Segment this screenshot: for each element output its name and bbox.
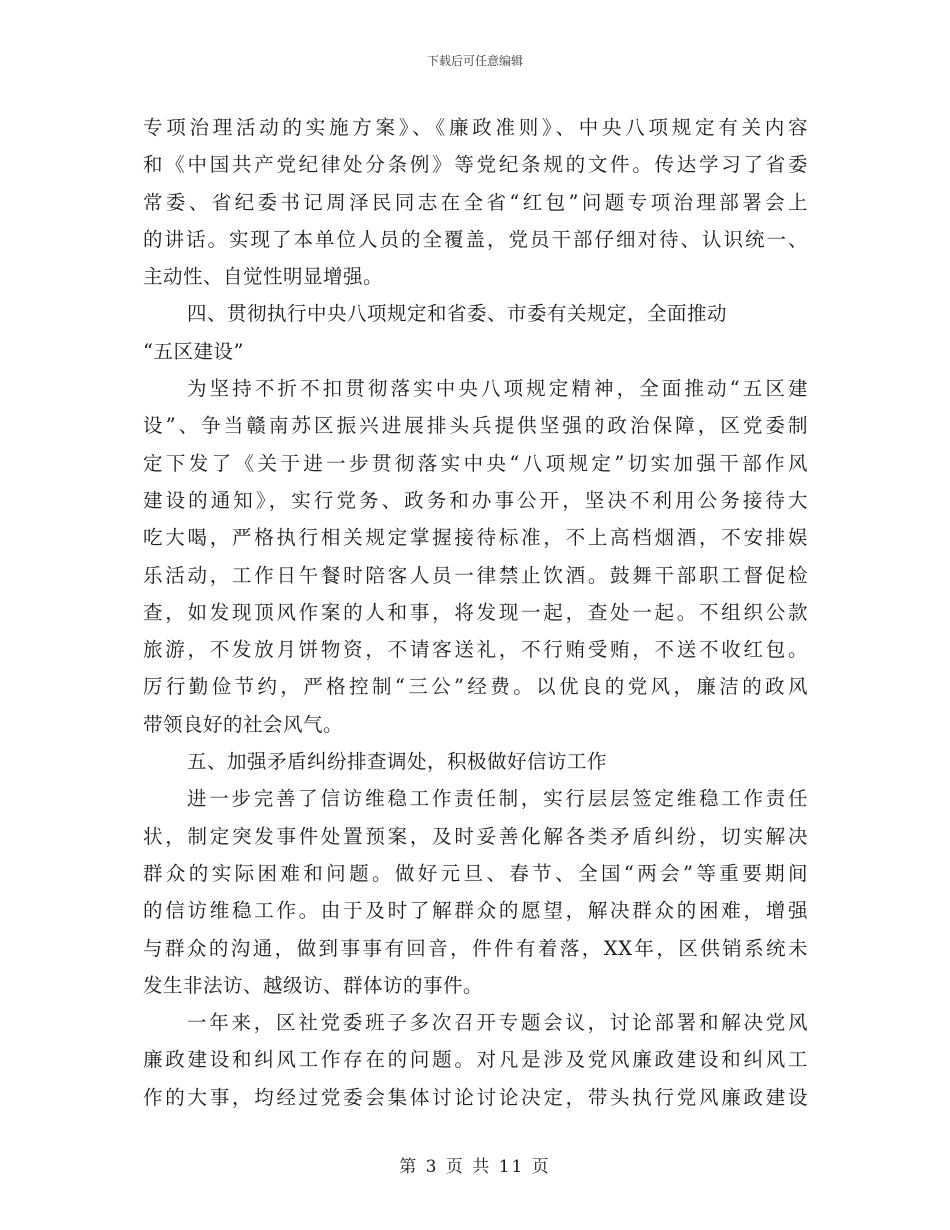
document-body [143,109,808,1116]
text-line-27: 作的大事，均经过党委会集体讨论讨论决定，带头执行党风廉政建设 [143,1085,808,1109]
text-line-19: 进一步完善了信访维稳工作责任制，实行层层签定维稳工作责任 [187,787,808,811]
text-line-26: 廉政建设和纠风工作存在的问题。对凡是涉及党风廉政建设和纠风工 [143,1048,808,1072]
text-line-22: 的信访维稳工作。由于及时了解群众的愿望，解决群众的困难，增强 [143,899,808,923]
text-line-9: 设”、争当赣南苏区振兴进展排头兵提供坚强的政治保障，区党委制 [143,414,808,438]
text-line-5: 主动性、自觉性明显增强。 [143,265,384,289]
section-heading-4-continued: “五区建设” [143,339,244,363]
page-header-note: 下载后可任意编辑 [426,54,523,68]
section-heading-5: 五、加强矛盾纠纷排查调处，积极做好信访工作 [187,750,608,774]
text-line-16: 厉行勤俭节约，严格控制“三公”经费。以优良的党风，廉洁的政风 [143,675,808,699]
text-line-24: 发生非法访、越级访、群体访的事件。 [143,973,484,997]
text-line-4: 的讲话。实现了本单位人员的全覆盖，党员干部仔细对待、认识统一、 [143,227,808,251]
text-line-11: 建设的通知》，实行党务、政务和办事公开，坚决不利用公务接待大 [143,488,808,512]
text-line-17: 带领良好的社会风气。 [143,712,344,736]
text-line-2: 和《中国共产党纪律处分条例》等党纪条规的文件。传达学习了省委 [143,153,808,177]
text-line-21: 群众的实际困难和问题。做好元旦、春节、全国“两会”等重要期间 [143,861,808,885]
page-number-footer: 第 3 页 共 11 页 [399,1157,551,1177]
text-line-25: 一年来，区社党委班子多次召开专题会议，讨论部署和解决党风 [187,1011,808,1035]
section-heading-4: 四、贯彻执行中央八项规定和省委、市委有关规定，全面推动 [187,302,728,326]
text-line-3: 常委、省纪委书记周泽民同志在全省“红包”问题专项治理部署会上 [143,190,808,214]
text-line-10: 定下发了《关于进一步贯彻落实中央“八项规定”切实加强干部作风 [143,451,808,475]
text-line-14: 查，如发现顶风作案的人和事，将发现一起，查处一起。不组织公款 [143,600,808,624]
text-line-8: 为坚持不折不扣贯彻落实中央八项规定精神，全面推动“五区建 [187,377,808,401]
text-line-23: 与群众的沟通，做到事事有回音，件件有着落，XX年，区供销系统未 [143,936,808,960]
text-line-12: 吃大喝，严格执行相关规定掌握接待标准，不上高档烟酒，不安排娱 [143,526,808,550]
text-line-20: 状，制定突发事件处置预案，及时妥善化解各类矛盾纠纷，切实解决 [143,824,808,848]
text-line-1: 专项治理活动的实施方案》、《廉政准则》、中央八项规定有关内容 [143,116,808,139]
text-line-13: 乐活动，工作日午餐时陪客人员一律禁止饮酒。鼓舞干部职工督促检 [143,563,808,587]
text-line-15: 旅游，不发放月饼物资，不请客送礼，不行贿受贿，不送不收红包。 [143,638,808,662]
